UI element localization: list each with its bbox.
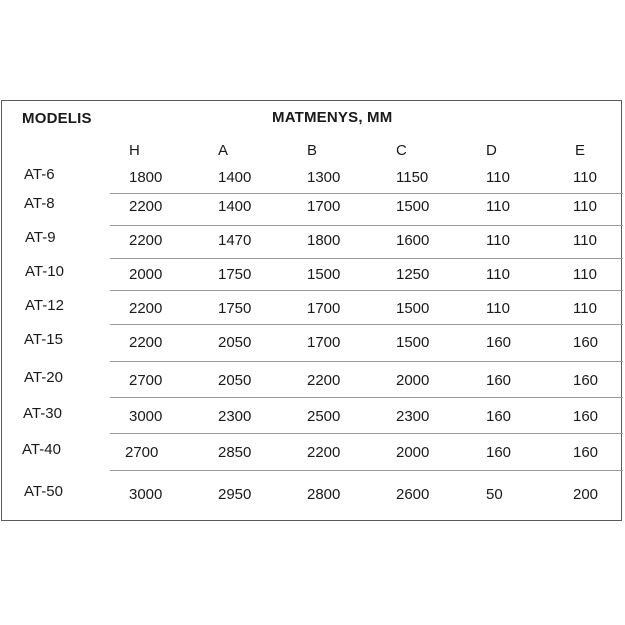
model-cell: AT-10 — [25, 263, 64, 280]
value-cell-h: 2200 — [129, 232, 163, 249]
value-cell-a: 2050 — [218, 334, 252, 351]
value-cell-d: 160 — [486, 334, 512, 351]
value-cell-d: 110 — [486, 300, 510, 317]
value-cell-b: 2800 — [307, 486, 341, 503]
model-cell: AT-40 — [22, 441, 61, 458]
value-cell-b: 1700 — [307, 334, 341, 351]
value-cell-a: 1400 — [218, 198, 252, 215]
row-divider — [110, 433, 623, 434]
model-cell: AT-15 — [24, 331, 63, 348]
value-cell-h: 3000 — [129, 486, 163, 503]
row-divider — [110, 193, 623, 194]
value-cell-c: 2600 — [396, 486, 430, 503]
value-cell-h: 2200 — [129, 198, 163, 215]
value-cell-b: 1700 — [307, 198, 341, 215]
value-cell-c: 2000 — [396, 372, 430, 389]
value-cell-d: 160 — [486, 372, 512, 389]
model-cell: AT-50 — [24, 483, 63, 500]
row-divider — [110, 397, 623, 398]
value-cell-c: 1500 — [396, 198, 430, 215]
value-cell-h: 2700 — [129, 372, 163, 389]
value-cell-c: 2300 — [396, 408, 430, 425]
column-header-b: B — [307, 142, 318, 159]
row-divider — [110, 361, 623, 362]
column-header-d: D — [486, 142, 497, 159]
value-cell-e: 110 — [573, 198, 597, 215]
value-cell-a: 2950 — [218, 486, 252, 503]
row-divider — [110, 225, 623, 226]
model-cell: AT-12 — [25, 297, 64, 314]
value-cell-c: 1600 — [396, 232, 430, 249]
value-cell-d: 110 — [486, 232, 510, 249]
model-cell: AT-30 — [23, 405, 62, 422]
value-cell-b: 2500 — [307, 408, 341, 425]
model-cell: AT-8 — [24, 195, 55, 212]
value-cell-c: 2000 — [396, 444, 430, 461]
value-cell-h: 3000 — [129, 408, 163, 425]
value-cell-e: 110 — [573, 300, 597, 317]
value-cell-d: 160 — [486, 444, 512, 461]
row-divider — [110, 470, 623, 471]
value-cell-a: 2050 — [218, 372, 252, 389]
value-cell-b: 2200 — [307, 444, 341, 461]
value-cell-a: 1400 — [218, 169, 252, 186]
value-cell-d: 160 — [486, 408, 512, 425]
value-cell-d: 50 — [486, 486, 503, 503]
model-cell: AT-6 — [24, 166, 55, 183]
value-cell-h: 2700 — [125, 444, 159, 461]
value-cell-e: 200 — [573, 486, 599, 503]
value-cell-b: 1800 — [307, 232, 341, 249]
value-cell-b: 2200 — [307, 372, 341, 389]
column-header-h: H — [129, 142, 140, 159]
dimensions-header: MATMENYS, MM — [272, 109, 393, 126]
value-cell-h: 2200 — [129, 300, 163, 317]
value-cell-c: 1150 — [396, 169, 429, 186]
value-cell-a: 2850 — [218, 444, 252, 461]
model-column-header: MODELIS — [22, 110, 92, 127]
value-cell-h: 2000 — [129, 266, 163, 283]
value-cell-e: 110 — [573, 169, 597, 186]
value-cell-d: 110 — [486, 266, 510, 283]
row-divider — [110, 324, 623, 325]
value-cell-a: 1750 — [218, 266, 252, 283]
row-divider — [110, 290, 623, 291]
value-cell-c: 1500 — [396, 334, 430, 351]
value-cell-d: 110 — [486, 198, 510, 215]
value-cell-e: 160 — [573, 444, 599, 461]
value-cell-c: 1500 — [396, 300, 430, 317]
row-divider — [110, 258, 623, 259]
value-cell-b: 1500 — [307, 266, 341, 283]
value-cell-b: 1700 — [307, 300, 341, 317]
value-cell-h: 2200 — [129, 334, 163, 351]
column-header-c: C — [396, 142, 407, 159]
value-cell-e: 160 — [573, 372, 599, 389]
value-cell-e: 160 — [573, 334, 599, 351]
value-cell-e: 110 — [573, 266, 597, 283]
value-cell-a: 1750 — [218, 300, 252, 317]
value-cell-h: 1800 — [129, 169, 163, 186]
column-header-e: E — [575, 142, 586, 159]
model-cell: AT-9 — [25, 229, 56, 246]
value-cell-b: 1300 — [307, 169, 341, 186]
value-cell-e: 160 — [573, 408, 599, 425]
column-header-a: A — [218, 142, 229, 159]
value-cell-a: 2300 — [218, 408, 252, 425]
value-cell-c: 1250 — [396, 266, 430, 283]
value-cell-e: 110 — [573, 232, 597, 249]
value-cell-d: 110 — [486, 169, 510, 186]
model-cell: AT-20 — [24, 369, 63, 386]
value-cell-a: 1470 — [218, 232, 252, 249]
